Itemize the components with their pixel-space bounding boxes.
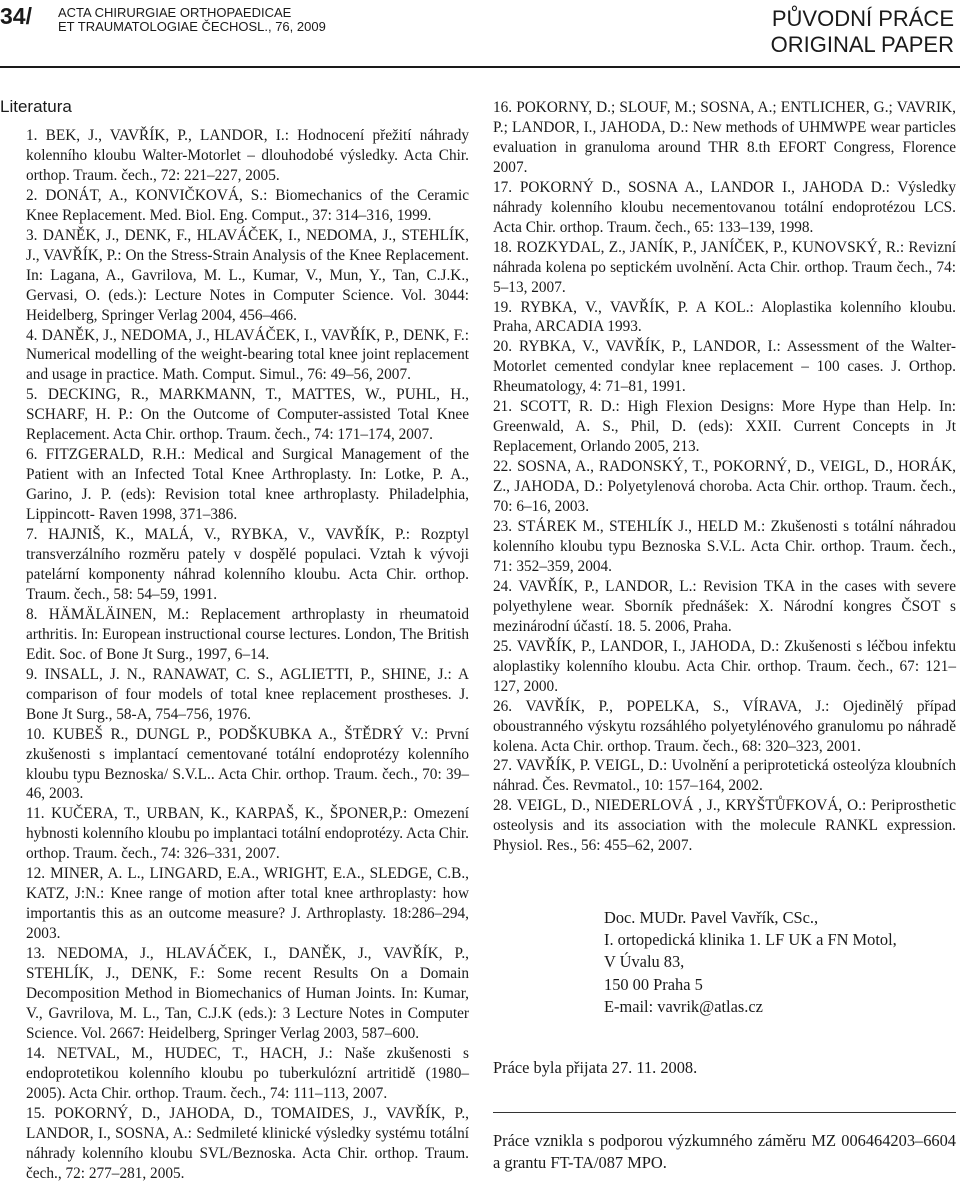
reference-number: 17. [493, 178, 520, 196]
reference-item [26, 226, 469, 326]
reference-text: STÁREK M., STEHLÍK J., HELD M.: Zkušenosti s totální náhradou kolenního kloubu typu Beznoska S.V.L. Acta Chir. orthop. Traum. čech., 71: 352–359, 2004. [493, 518, 956, 575]
journal-line-2: ET TRAUMATOLOGIAE ČECHOSL., 76, 2009 [58, 18, 326, 34]
reference-number: 7. [26, 526, 49, 544]
corresponding-address [604, 907, 897, 1018]
reference-number: 10. [26, 725, 53, 743]
footer-rule [493, 1112, 956, 1113]
reference-number: 24. [493, 577, 519, 595]
reference-number: 11. [26, 805, 52, 823]
reference-number: 15. [26, 1104, 55, 1122]
references-right-column [493, 98, 956, 856]
reference-text: HÄMÄLÄINEN, M.: Replacement arthroplasty in rheumatoid arthritis. In: European instructional course lectures. London, The British Edit. Soc. of Bone Jt Surg., 1997, 6–14. [26, 605, 470, 663]
reference-text: DECKING, R., MARKMANN, T., MATTES, W., PUHL, H., SCHARF, H. P.: On the Outcome of Computer-assisted Total Knee Replacement. Acta Chir. orthop. Traum. čech., 74: 171–174, 2007. [26, 386, 469, 444]
reference-item [493, 98, 956, 178]
reference-text: SCOTT, R. D.: High Flexion Designs: More Hype than Help. In: Greenwald, A. S., Phil, D. (eds): XXII. Current Concepts in Jt Replacement, Orlando 2005, 213. [493, 398, 956, 456]
reference-text: RYBKA, V., VAVŘÍK, P. A KOL.: Aloplastika kolenního kloubu. Praha, ARCADIA 1993. [493, 298, 956, 336]
reference-item [26, 605, 469, 665]
reference-item [493, 517, 956, 577]
reference-item [493, 577, 956, 637]
reference-text: VAVŘÍK, P., LANDOR, I., JAHODA, D.: Zkušenosti s léčbou infektu aloplastiky kolenního kloubu. Acta Chir. orthop. Traum. čech., 67: 121–127, 2000. [493, 637, 956, 695]
reference-number: 3. [26, 226, 43, 244]
reference-item [26, 1044, 469, 1104]
reference-number: 26. [493, 697, 526, 715]
reference-item [26, 126, 469, 186]
reference-item [26, 665, 469, 725]
reference-item [493, 178, 956, 238]
address-email: E-mail: vavrik@atlas.cz [604, 996, 763, 1016]
reference-number: 18. [493, 238, 517, 256]
reference-text: BEK, J., VAVŘÍK, P., LANDOR, I.: Hodnocení přežití náhrady kolenního kloubu Walter-Motorlet – dlouhodobé výsledky. Acta Chir. orthop. Traum. čech., 72: 221–227, 2005. [26, 127, 469, 184]
reference-number: 23. [493, 518, 518, 536]
reference-text: VAVŘÍK, P. VEIGL, D.: Uvolnění a periprotetická osteolýza kloubních náhrad. Čes. Revmatol., 10: 157–164, 2002. [493, 757, 957, 795]
reference-text: VAVŘÍK, P., LANDOR, L.: Revision TKA in the cases with severe polyethylene wear. Sborník přednášek: X. Národní kongres ČSOT s mezinárodní účastí. 18. 5. 2006, Praha. [493, 577, 957, 635]
accepted-date: Práce byla přijata 27. 11. 2008. [493, 1058, 698, 1077]
reference-number: 14. [26, 1044, 57, 1062]
reference-text: POKORNY, D.; SLOUF, M.; SOSNA, A.; ENTLICHER, G.; VAVRIK, P.; LANDOR, I., JAHODA, D.: New methods of UHMWPE wear particles evaluation in granuloma around THR 8.th EFORT Congress, Florence 2007. [493, 99, 956, 176]
journal-line-1: ACTA CHIRURGIAE ORTHOPAEDICAE [58, 5, 292, 20]
article-type [771, 6, 954, 58]
reference-text: ROZKYDAL, Z., JANÍK, P., JANÍČEK, P., KUNOVSKÝ, R.: Revizní náhrada kolena po septickém uvolnění. Acta Chir. orthop. Traum čech., 74: 5–13, 2007. [493, 238, 956, 296]
reference-text: MINER, A. L., LINGARD, E.A., WRIGHT, E.A., SLEDGE, C.B., KATZ, J:N.: Knee range of motion after total knee arthroplasty: how importantis this as an outcome measure? J. Arthroplasty. 18:286–294, 2003. [26, 865, 469, 943]
reference-item [26, 186, 469, 226]
reference-text: VAVŘÍK, P., POPELKA, S., VÍRAVA, J.: Ojedinělý případ oboustranného výskytu rozsáhlého polyetylénového granulomu po náhradě kolena. Acta Chir. orthop. Traum. čech., 68: 320–323, 2001. [493, 697, 956, 755]
header-rule [0, 66, 960, 68]
reference-item [493, 697, 956, 757]
reference-item [26, 1104, 469, 1184]
reference-number: 6. [26, 446, 46, 464]
reference-item [493, 637, 956, 697]
reference-item [26, 525, 469, 605]
reference-text: DONÁT, A., KONVIČKOVÁ, S.: Biomechanics of the Ceramic Knee Replacement. Med. Biol. Eng. Comput., 37: 314–316, 1999. [26, 186, 469, 224]
reference-text: NETVAL, M., HUDEC, T., HACH, J.: Naše zkušenosti s endoprotetikou kolenního kloubu po tuberkulózní artritidě (1980–2005). Acta Chir. orthop. Traum. čech., 74: 111–113, 2007. [26, 1044, 469, 1102]
reference-text: SOSNA, A., RADONSKÝ, T., POKORNÝ, D., VEIGL, D., HORÁK, Z., JAHODA, D.: Polyetylenová choroba. Acta Chir. orthop. Traum. čech., 70: 6–16, 2003. [493, 458, 956, 516]
journal-name [58, 6, 326, 33]
reference-text: VEIGL, D., NIEDERLOVÁ , J., KRYŠTŮFKOVÁ, O.: Periprosthetic osteolysis and its association with the molecule RANKL expression. Physiol. Res., 56: 455–62, 2007. [493, 797, 957, 855]
reference-item [493, 397, 956, 457]
reference-number: 5. [26, 386, 48, 404]
article-type-czech: PŮVODNÍ PRÁCE [771, 6, 954, 31]
reference-number: 21. [493, 398, 520, 416]
reference-item [26, 864, 469, 944]
reference-text: INSALL, J. N., RANAWAT, C. S., AGLIETTI, P., SHINE, J.: A comparison of four models of total knee replacement prostheses. J. Bone Jt Surg., 58-A, 754–756, 1976. [26, 665, 470, 723]
reference-number: 19. [493, 298, 521, 316]
reference-item [26, 725, 469, 805]
reference-number: 16. [493, 99, 517, 116]
reference-number: 22. [493, 458, 518, 476]
reference-number: 4. [26, 326, 42, 344]
reference-number: 27. [493, 757, 517, 775]
address-institution: I. ortopedická klinika 1. LF UK a FN Motol, [604, 930, 897, 950]
reference-list-left [26, 126, 469, 1184]
reference-item [493, 796, 956, 856]
reference-text: KUČERA, T., URBAN, K., KARPAŠ, K., ŠPONER,P.: Omezení hybnosti kolenního kloubu po implantaci totální endoprotézy. Acta Chir. orthop. Traum. čech., 74: 326–331, 2007. [26, 805, 469, 863]
reference-item [493, 756, 956, 796]
reference-item [493, 298, 956, 338]
references-left-column [0, 96, 470, 1184]
reference-number: 1. [26, 127, 46, 144]
reference-number: 2. [26, 186, 46, 204]
reference-text: RYBKA, V., VAVŘÍK, P., LANDOR, I.: Assessment of the Walter-Motorlet cemented condylar knee replacement – 100 cases. J. Orthop. Rheumatology, 4: 71–81, 1991. [493, 338, 956, 396]
reference-item [493, 337, 956, 397]
address-street: V Úvalu 83, [604, 952, 685, 972]
reference-item [26, 804, 469, 864]
reference-number: 13. [26, 945, 58, 963]
reference-text: NEDOMA, J., HLAVÁČEK, I., DANĚK, J., VAVŘÍK, P., STEHLÍK, J., DENK, F.: Some recent Results On a Domain Decomposition Method in Biomechanics of Human Joints. In: Kumar, V., Gavrilova, M. L., Tan, C.J.K (eds.): 3 Lecture Notes in Computer Science. Vol. 2667: Heidelberg, Springer Verlag 2003, 587–600. [26, 945, 469, 1042]
reference-number: 28. [493, 797, 517, 815]
address-city: 150 00 Praha 5 [604, 974, 703, 994]
reference-text: KUBEŠ R., DUNGL P., PODŠKUBKA A., ŠTĚDRÝ V.: První zkušenosti s implantací cementované totální endoprotézy kolenního kloubu typu Beznoska/ S.V.L.. Acta Chir. orthop. Traum. čech., 70: 39–46, 2003. [26, 725, 469, 803]
reference-text: DANĚK, J., NEDOMA, J., HLAVÁČEK, I., VAVŘÍK, P., DENK, F.: Numerical modelling of the weight-bearing total knee joint replacement and usage in practice. Math. Comput. Simul., 76: 49–56, 2007. [26, 326, 469, 384]
funding-note: Práce vznikla s podporou výzkumného záměru MZ 006464203–6604 a grantu FT-TA/087 MPO. [493, 1131, 956, 1172]
reference-text: HAJNIŠ, K., MALÁ, V., RYBKA, V., VAVŘÍK, P.: Rozptyl transverzálního rozměru pately v dospělé populaci. Vztah k vývoji patelární komponenty náhrad kolenního kloubu. Acta Chir. orthop. Traum. čech., 58: 54–59, 1991. [26, 526, 470, 603]
reference-text: DANĚK, J., DENK, F., HLAVÁČEK, I., NEDOMA, J., STEHLÍK, J., VAVŘÍK, P.: On the Stress-Strain Analysis of the Knee Replacement. In: Lagana, A., Gavrilova, M. L., Kumar, V., Mun, Y., Tan, C.J.K., Gervasi, O. (eds.): Lecture Notes in Computer Science. Vol. 3044: Heidelberg, Springer Verlag 2004, 456–466. [26, 226, 470, 324]
article-type-english: ORIGINAL PAPER [770, 32, 954, 57]
reference-list-right [493, 98, 956, 856]
reference-number: 12. [26, 865, 51, 883]
page-number: 34/ [0, 3, 32, 29]
reference-number: 8. [26, 605, 49, 623]
literature-heading: Literatura [0, 97, 72, 116]
reference-item [26, 385, 469, 445]
reference-text: POKORNÝ, D., JAHODA, D., TOMAIDES, J., VAVŘÍK, P., LANDOR, I., SOSNA, A.: Sedmileté klinické výsledky systému totální náhrady kolenního kloubu SVL/Beznoska. Acta Chir. orthop. Traum. čech., 72: 277–281, 2005. [26, 1104, 469, 1182]
reference-number: 20. [493, 338, 520, 356]
address-name: Doc. MUDr. Pavel Vavřík, CSc., [604, 908, 819, 927]
reference-text: FITZGERALD, R.H.: Medical and Surgical Management of the Patient with an Infected Total Knee Arthroplasty. In: Lotke, P. A., Garino, J. P. (eds): Revision total knee arthroplasty. Philadelphia, Lippincott- Raven 1998, 371–386. [26, 446, 469, 524]
reference-number: 25. [493, 637, 517, 655]
reference-text: POKORNÝ D., SOSNA A., LANDOR I., JAHODA D.: Výsledky náhrady kolenního kloubu necementovanou totální endoprotézou LCS. Acta Chir. orthop. Traum. čech., 65: 133–139, 1998. [493, 178, 956, 236]
reference-number: 9. [26, 665, 45, 683]
reference-item [493, 457, 956, 517]
reference-item [26, 944, 469, 1044]
reference-item [26, 326, 469, 386]
reference-item [26, 445, 469, 525]
reference-item [493, 238, 956, 298]
